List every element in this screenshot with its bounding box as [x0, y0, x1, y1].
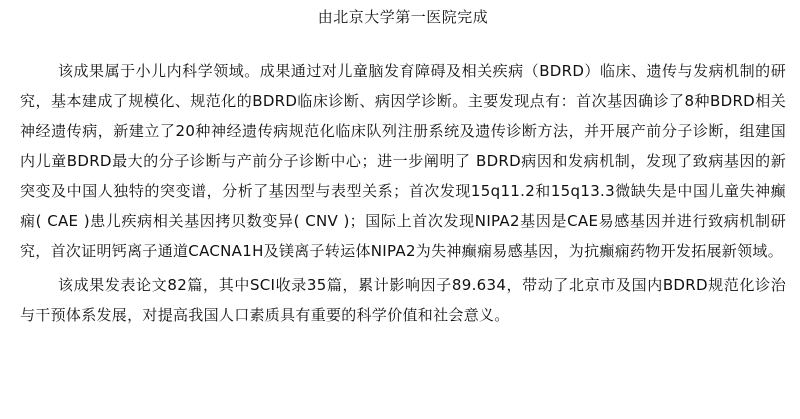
- paragraph-publications-impact: 该成果发表论文82篇，其中SCI收录35篇，累计影响因子89.634，带动了北京市及国内BDRD规范化诊治与干预体系发展，对提高我国人口素质具有重要的科学价值和社会意义。: [20, 276, 786, 324]
- document-title: 由北京大学第一医院完成: [317, 8, 489, 26]
- paragraph-research-findings: 该成果属于小儿内科学领域。成果通过对儿童脑发育障碍及相关疾病（BDRD）临床、遗传与发病机制的研究，基本建成了规模化、规范化的BDRD临床诊断、病因学诊断。主要发现点有：首次基因确诊了8种BDRD相关神经遗传病，新建立了20种神经遗传病规范化临床队列注册系统及遗传诊断方法，并开展产前分子诊断，组建国内儿童BDRD最大的分子诊断与产前分子诊断中心；进一步阐明了 BDRD病因和发病机制，发现了致病基因的新突变及中国人独特的突变谱，分析了基因型与表型关系；首次发现15q11.2和15q13.3微缺失是中国儿童失神癫痫( CAE )患儿疾病相关基因拷贝数变异( CNV )；国际上首次发现NIPA2基因是CAE易感基因并进行致病机制研究，首次证明钙离子通道CACNA1H及镁离子转运体NIPA2为失神癫痫易感基因，为抗癫痫药物开发拓展新领域。: [20, 62, 786, 260]
